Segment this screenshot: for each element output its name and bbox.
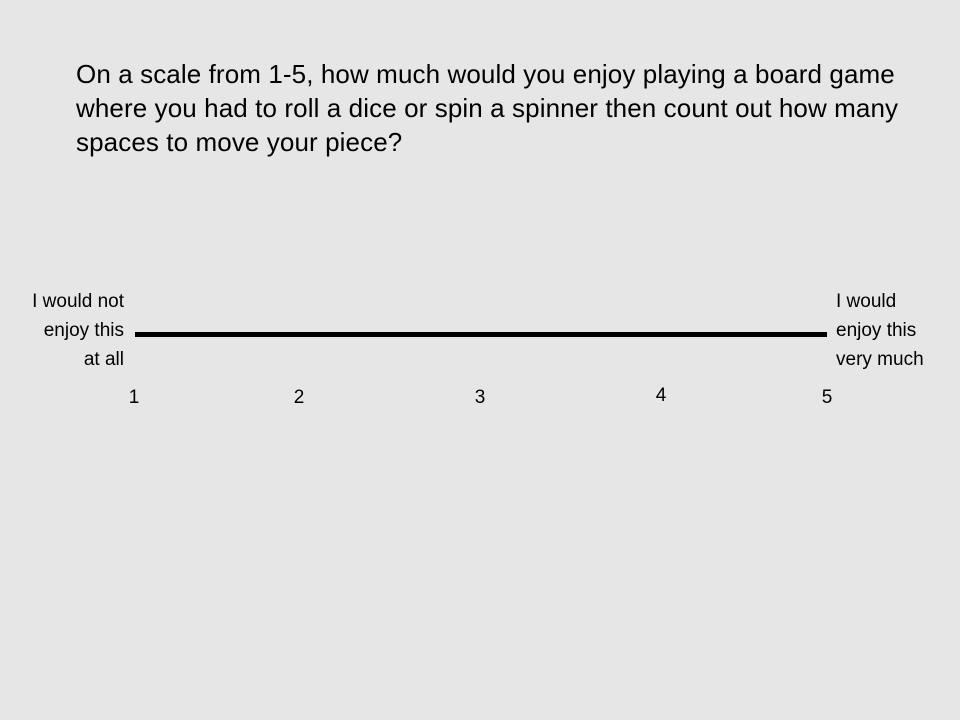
scale-left-anchor <box>0 287 124 374</box>
left-anchor-line-1: I would not <box>32 291 124 312</box>
rating-scale-line <box>135 332 827 337</box>
question-text: On a scale from 1-5, how much would you enjoy playing a board game where you had to roll a dice or spin a spinner then count out how many spaces to move your piece? <box>76 59 899 157</box>
right-anchor-line-3: very much <box>836 349 924 370</box>
right-anchor-line-1: I would <box>836 291 897 312</box>
scale-tick-1: 1 <box>128 387 140 408</box>
scale-tick-5: 5 <box>821 387 833 408</box>
scale-tick-3: 3 <box>474 387 486 408</box>
scale-tick-2: 2 <box>293 387 305 408</box>
scale-right-anchor <box>836 287 960 374</box>
scale-tick-4: 4 <box>655 385 667 406</box>
right-anchor-line-2: enjoy this <box>836 320 917 341</box>
left-anchor-line-2: enjoy this <box>43 320 124 341</box>
left-anchor-line-3: at all <box>83 349 124 370</box>
